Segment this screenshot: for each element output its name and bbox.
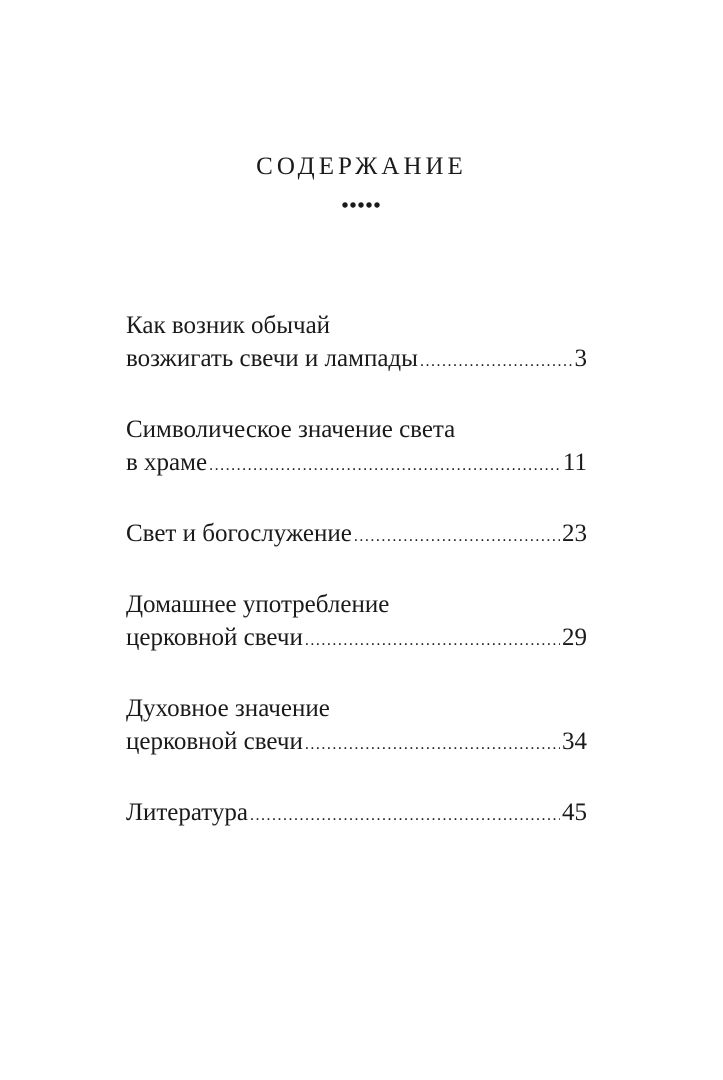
- dot-leader: [250, 799, 560, 832]
- toc-entry-line: [126, 796, 587, 832]
- toc-entry[interactable]: [126, 692, 587, 761]
- toc-entry-line: [126, 446, 587, 482]
- toc-page-number: 29: [562, 624, 587, 651]
- contents-heading: СОДЕРЖАНИЕ: [256, 153, 467, 180]
- toc-page-number: 45: [562, 799, 587, 826]
- toc-entry-line: [126, 621, 587, 657]
- toc-entry-title: церковной свечи: [126, 728, 303, 755]
- dot-leader: [209, 449, 561, 482]
- dot-leader: [354, 520, 560, 553]
- toc-entry-title: Литература: [126, 799, 248, 826]
- toc-entry-line: [126, 342, 587, 378]
- toc-entry[interactable]: [126, 517, 587, 553]
- toc-page-number: 34: [562, 728, 587, 755]
- toc-entry-title: Свет и богослужение: [126, 520, 352, 547]
- toc-page-number: 3: [574, 345, 587, 372]
- toc-entry-line: [126, 725, 587, 761]
- toc-entry-line: [126, 413, 587, 446]
- toc-entry[interactable]: [126, 309, 587, 378]
- toc-entry-title: Духовное значение: [126, 695, 330, 722]
- table-of-contents: [126, 309, 587, 867]
- toc-entry-title: Символическое значение света: [126, 416, 456, 443]
- ornament-dots: •••••: [341, 195, 382, 217]
- toc-entry-title: Как возник обычай: [126, 312, 331, 339]
- toc-entry[interactable]: [126, 796, 587, 832]
- toc-entry-line: [126, 588, 587, 621]
- dot-leader: [420, 345, 573, 378]
- toc-entry-title: Домашнее употребление: [126, 591, 390, 618]
- toc-entry[interactable]: [126, 413, 587, 482]
- toc-entry[interactable]: [126, 588, 587, 657]
- dot-leader: [305, 624, 560, 657]
- toc-entry-title: возжигать свечи и лампады: [126, 345, 418, 372]
- toc-entry-line: [126, 692, 587, 725]
- toc-page-number: 23: [562, 520, 587, 547]
- toc-entry-line: [126, 309, 587, 342]
- dot-leader: [305, 728, 560, 761]
- toc-page-number: 11: [562, 449, 587, 476]
- toc-entry-title: в храме: [126, 449, 208, 476]
- toc-entry-title: церковной свечи: [126, 624, 303, 651]
- toc-entry-line: [126, 517, 587, 553]
